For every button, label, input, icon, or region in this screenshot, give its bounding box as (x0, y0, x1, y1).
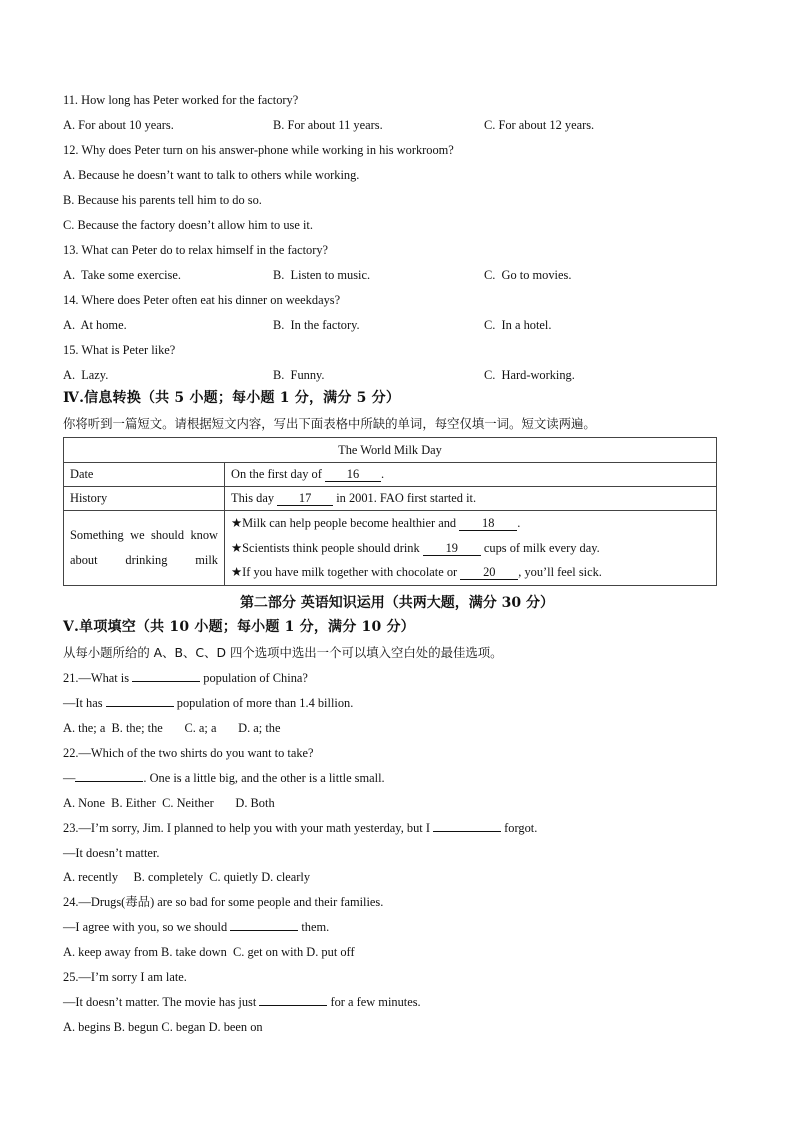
q13-option-a: A. Take some exercise. (63, 268, 181, 282)
blank-16[interactable]: 16 (325, 468, 381, 482)
fact-1: ★Milk can help people become healthier and 18 . (231, 516, 521, 530)
q12-option-c: C. Because the factory doesn’t allow him to use it. (63, 218, 313, 232)
q14-option-b: B. In the factory. (273, 318, 360, 332)
blank-18[interactable]: 18 (459, 517, 517, 531)
history-value: This day 17 in 2001. FAO first started it. (225, 487, 717, 511)
section4-instruction: 你将听到一篇短文。请根据短文内容，写出下面表格中所缺的单词，每空仅填一词。短文读两遍。 (63, 416, 596, 431)
q22-line2: — . One is a little big, and the other is a little small. (63, 771, 385, 785)
q11-option-a: A. For about 10 years. (63, 118, 174, 132)
date-value: On the first day of 16 . (225, 463, 717, 487)
q24-options: A. keep away from B. take down C. get on with D. put off (63, 945, 355, 959)
q13-option-c: C. Go to movies. (484, 268, 572, 282)
q14-option-a: A. At home. (63, 318, 127, 332)
q12-option-a: A. Because he doesn’t want to talk to others while working. (63, 168, 360, 182)
q11-option-b: B. For about 11 years. (273, 118, 383, 132)
q25-options: A. begins B. begun C. began D. been on (63, 1020, 263, 1034)
q22-line1: 22.—Which of the two shirts do you want to take? (63, 746, 314, 760)
q13-stem: 13. What can Peter do to relax himself in the factory? (63, 243, 329, 257)
q21-line1: 21.—What is population of China? (63, 671, 308, 685)
q23-line2: —It doesn’t matter. (63, 846, 160, 860)
q12-option-b: B. Because his parents tell him to do so. (63, 193, 262, 207)
something-label: Something we should know about drinking milk (64, 511, 225, 586)
q14-option-c: C. In a hotel. (484, 318, 552, 332)
fact-3: ★If you have milk together with chocolate or 20 , you’ll feel sick. (231, 565, 602, 579)
q14-stem: 14. Where does Peter often eat his dinner on weekdays? (63, 293, 341, 307)
section4-heading: Ⅳ.信息转换（共 5 小题；每小题 1 分，满分 5 分） (63, 390, 401, 406)
blank-17[interactable]: 17 (277, 492, 333, 506)
date-label: Date (64, 463, 225, 487)
fact-2: ★Scientists think people should drink 19 cups of milk every day. (231, 540, 600, 555)
q24-line1: 24.—Drugs(毒品) are so bad for some people and their families. (63, 895, 384, 909)
q22-options: A. None B. Either C. Neither D. Both (63, 796, 275, 810)
q25-blank[interactable] (259, 1005, 327, 1006)
milk-day-table (63, 437, 717, 586)
section5-instruction: 从每小题所给的 A、B、C、D 四个选项中选出一个可以填入空白处的最佳选项。 (63, 645, 503, 660)
milk-facts (225, 511, 717, 586)
q23-blank[interactable] (433, 831, 501, 832)
q21-options: A. the; a B. the; the C. a; a D. a; the (63, 721, 281, 735)
q21-blank-1[interactable] (132, 681, 200, 682)
q15-option-a: A. Lazy. (63, 368, 109, 382)
q11-stem: 11. How long has Peter worked for the factory? (63, 93, 299, 107)
history-label: History (64, 487, 225, 511)
q12-stem: 12. Why does Peter turn on his answer-phone while working in his workroom? (63, 143, 454, 157)
q22-blank[interactable] (75, 781, 143, 782)
q15-option-c: C. Hard-working. (484, 368, 575, 382)
q25-line1: 25.—I’m sorry I am late. (63, 970, 187, 984)
q24-blank[interactable] (230, 930, 298, 931)
q15-stem: 15. What is Peter like? (63, 343, 176, 357)
q23-line1: 23.—I’m sorry, Jim. I planned to help you with your math yesterday, but I forgot. (63, 821, 538, 835)
q15-option-b: B. Funny. (273, 368, 325, 382)
q21-blank-2[interactable] (106, 706, 174, 707)
q23-options: A. recently B. completely C. quietly D. clearly (63, 870, 311, 884)
table-title: The World Milk Day (64, 438, 717, 463)
q25-line2: —It doesn’t matter. The movie has just for a few minutes. (63, 995, 421, 1009)
blank-19[interactable]: 19 (423, 542, 481, 556)
part2-heading: 第二部分 英语知识运用（共两大题，满分 30 分） (239, 595, 555, 611)
q13-option-b: B. Listen to music. (273, 268, 371, 282)
q24-line2: —I agree with you, so we should them. (63, 920, 330, 934)
q11-option-c: C. For about 12 years. (484, 118, 595, 132)
section5-heading: Ⅴ.单项填空（共 10 小题；每小题 1 分，满分 10 分） (63, 619, 415, 635)
q21-line2: —It has population of more than 1.4 billion. (63, 696, 354, 710)
blank-20[interactable]: 20 (460, 566, 518, 580)
